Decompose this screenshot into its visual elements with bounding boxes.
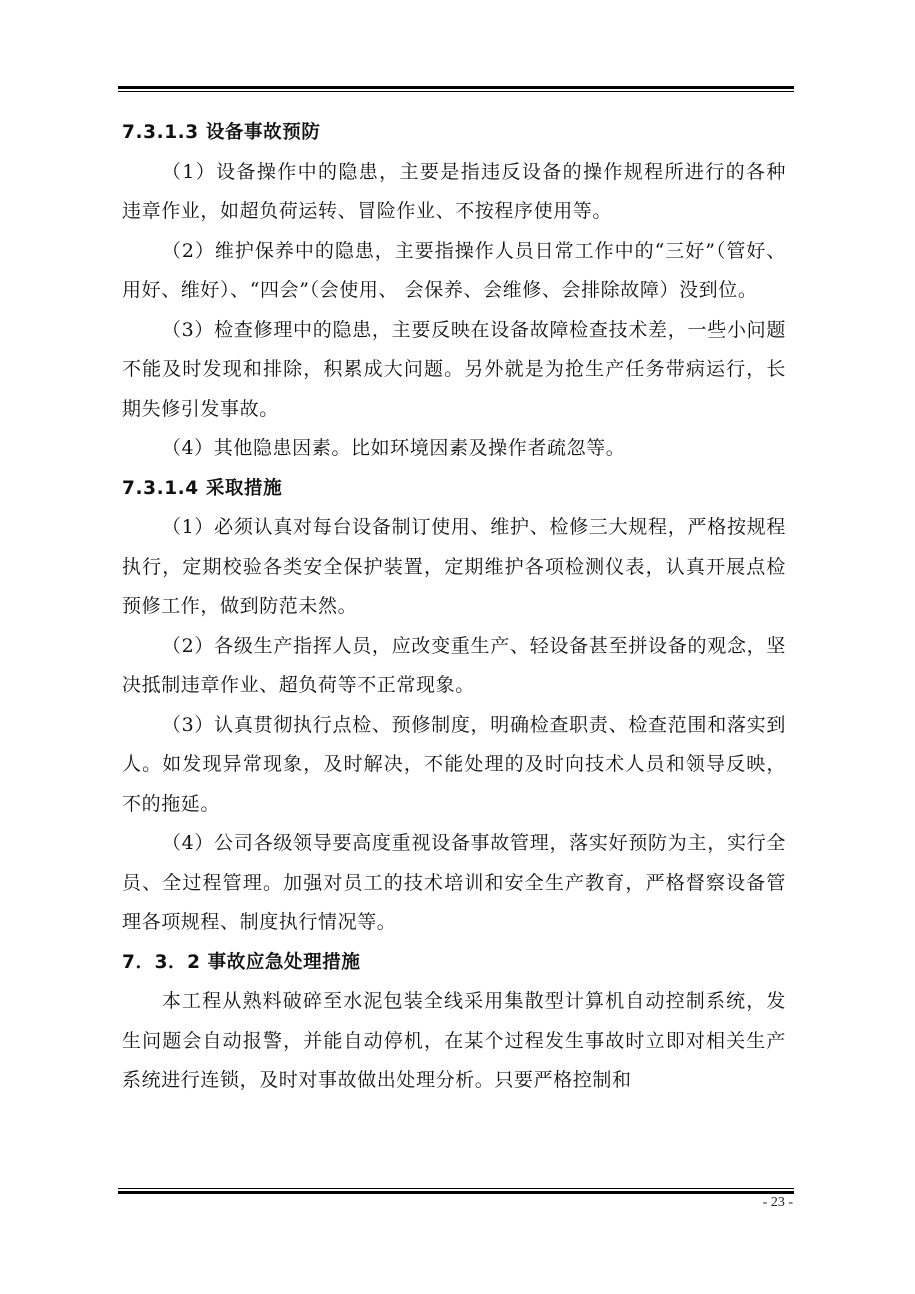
header-rule xyxy=(118,86,794,92)
paragraph: （3）检查修理中的隐患，主要反映在设备故障检查技术差，一些小问题不能及时发现和排除，积累成大问题。另外就是为抢生产任务带病运行，长期失修引发事故。 xyxy=(122,318,786,420)
page-number: - 23 - xyxy=(762,1195,793,1210)
section-heading-7-3-1-4: 7.3.1.4 采取措施 xyxy=(122,477,283,499)
section-heading-7-3-2: 7．3．2 事故应急处理措施 xyxy=(122,951,361,973)
paragraph: （2）各级生产指挥人员，应改变重生产、轻设备甚至拼设备的观念，坚决抵制违章作业、超负荷等不正常现象。 xyxy=(122,634,786,696)
paragraph: （3）认真贯彻执行点检、预修制度，明确检查职责、检查范围和落实到人。如发现异常现象，及时解决，不能处理的及时向技术人员和领导反映，不的拖延。 xyxy=(122,713,786,815)
paragraph: （4）公司各级领导要高度重视设备事故管理，落实好预防为主，实行全员、全过程管理。加强对员工的技术培训和安全生产教育，严格督察设备管理各项规程、制度执行情况等。 xyxy=(122,832,786,933)
section-heading-7-3-1-3: 7.3.1.3 设备事故预防 xyxy=(122,122,321,143)
paragraph: 本工程从熟料破碎至水泥包装全线采用集散型计算机自动控制系统，发生问题会自动报警，并能自动停机，在某个过程发生事故时立即对相关生产系统进行连锁，及时对事故做出处理分析。只要严格控制和 xyxy=(122,990,786,1091)
paragraph: （1）必须认真对每台设备制订使用、维护、检修三大规程，严格按规程执行，定期校验各类安全保护装置，定期维护各项检测仪表，认真开展点检预修工作，做到防范未然。 xyxy=(122,516,786,617)
paragraph: （1）设备操作中的隐患，主要是指违反设备的操作规程所进行的各种 违章作业，如超负荷运转、冒险作业、不按程序使用等。 xyxy=(122,160,786,222)
paragraph: （4）其他隐患因素。比如环境因素及操作者疏忽等。 xyxy=(161,437,626,459)
paragraph: （2）维护保养中的隐患，主要指操作人员日常工作中的“三好”（管好、用好、维好）、“四会”（会使用、 会保养、会维修、会排除故障）没到位。 xyxy=(122,239,786,301)
document-body xyxy=(122,113,786,1101)
footer-rule xyxy=(118,1188,794,1194)
